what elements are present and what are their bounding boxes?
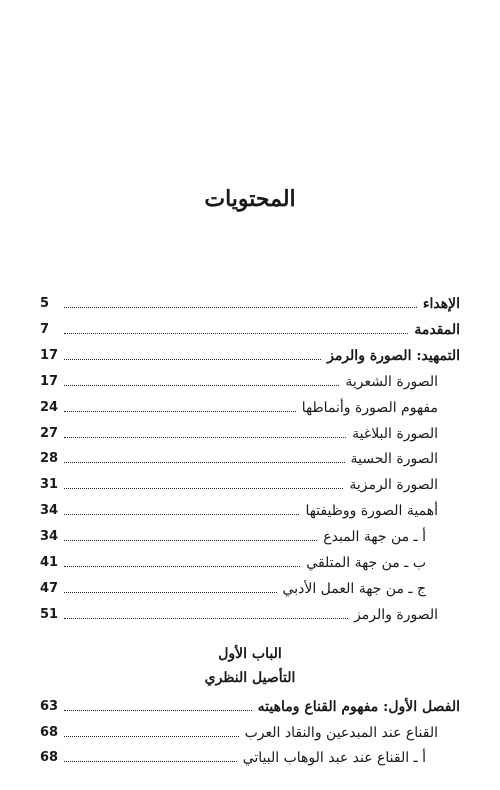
toc-entry-label: المقدمة bbox=[414, 321, 460, 338]
toc-entry bbox=[40, 498, 460, 520]
toc-entry-label: الصورة البلاغية bbox=[352, 425, 438, 442]
toc-entry-page-number: 51 bbox=[40, 606, 59, 622]
toc-entry bbox=[40, 369, 460, 391]
toc-entry-page-number: 17 bbox=[40, 347, 59, 363]
toc-entry-page-number: 24 bbox=[40, 399, 59, 415]
dot-leader bbox=[64, 487, 343, 489]
toc-entry-label: أ ـ من جهة المبدع bbox=[323, 529, 426, 546]
toc-entry bbox=[40, 694, 460, 716]
dot-leader bbox=[64, 358, 321, 360]
dot-leader bbox=[64, 565, 300, 567]
dot-leader bbox=[64, 410, 296, 412]
toc-entry-label: ج ـ من جهة العمل الأدبي bbox=[282, 580, 426, 597]
toc-entry-label: أهمية الصورة ووظيفتها bbox=[305, 503, 438, 520]
toc-entry-page-number: 68 bbox=[40, 750, 59, 765]
dot-leader bbox=[64, 436, 346, 438]
page-title: المحتويات bbox=[204, 186, 296, 212]
dot-leader bbox=[64, 539, 317, 541]
toc-entry bbox=[40, 395, 460, 417]
toc-entry-page-number: 34 bbox=[40, 529, 59, 545]
toc-entry-label: القناع عند المبدعين والنقاد العرب bbox=[244, 724, 438, 741]
dot-leader bbox=[64, 735, 239, 737]
toc-entry-page-number: 68 bbox=[40, 724, 59, 740]
toc-entry bbox=[40, 421, 460, 443]
toc-entry-label: ب ـ من جهة المتلقي bbox=[306, 555, 426, 571]
dot-leader bbox=[64, 461, 344, 463]
dot-leader bbox=[64, 332, 408, 334]
toc-entry-label: أ ـ القناع عند عبد الوهاب البياتي bbox=[242, 750, 426, 766]
part-title: الباب الأول bbox=[218, 646, 282, 662]
toc-entry-label: الصورة والرمز bbox=[354, 606, 438, 623]
toc-entry-label: مفهوم الصورة وأنماطها bbox=[301, 399, 438, 416]
toc-entry bbox=[40, 446, 460, 468]
toc-entry bbox=[40, 472, 460, 494]
dot-leader bbox=[64, 513, 299, 515]
toc-entry-page-number: 17 bbox=[40, 373, 59, 389]
toc-entry-page-number: 27 bbox=[40, 425, 59, 441]
toc-entry bbox=[40, 550, 460, 572]
toc-entry-page-number: 28 bbox=[40, 451, 59, 467]
toc-entry bbox=[40, 343, 460, 365]
toc-entry-page-number: 41 bbox=[40, 555, 59, 570]
toc-entry bbox=[40, 720, 460, 742]
toc-entry-page-number: 31 bbox=[40, 477, 59, 493]
toc-entry-page-number: 7 bbox=[40, 321, 50, 337]
dot-leader bbox=[64, 591, 276, 593]
toc-entry-label: الصورة الرمزية bbox=[349, 477, 438, 494]
toc-entry bbox=[40, 524, 460, 546]
toc-entry bbox=[40, 291, 460, 313]
toc-entry-page-number: 63 bbox=[40, 699, 59, 714]
toc-entry-label: الصورة الشعرية bbox=[345, 373, 438, 390]
dot-leader bbox=[64, 617, 348, 619]
toc-entry-page-number: 47 bbox=[40, 580, 59, 596]
dot-leader bbox=[64, 384, 339, 386]
toc-entry-page-number: 5 bbox=[40, 296, 50, 311]
toc-entry bbox=[40, 317, 460, 339]
toc-entry bbox=[40, 745, 460, 767]
dot-leader bbox=[64, 709, 252, 711]
dot-leader bbox=[64, 760, 237, 762]
toc-entry bbox=[40, 576, 460, 598]
toc-entry-label: الصورة الحسية bbox=[350, 451, 438, 468]
toc-entry bbox=[40, 602, 460, 624]
toc-entry-label: التمهيد: الصورة والرمز bbox=[327, 347, 460, 364]
dot-leader bbox=[64, 306, 417, 308]
toc-entry-label: الفصل الأول: مفهوم القناع وماهيته bbox=[257, 699, 460, 715]
toc-entry-page-number: 34 bbox=[40, 503, 59, 519]
part-subtitle: التأصيل النظري bbox=[204, 670, 296, 686]
toc-entry-label: الإهداء bbox=[422, 296, 460, 312]
